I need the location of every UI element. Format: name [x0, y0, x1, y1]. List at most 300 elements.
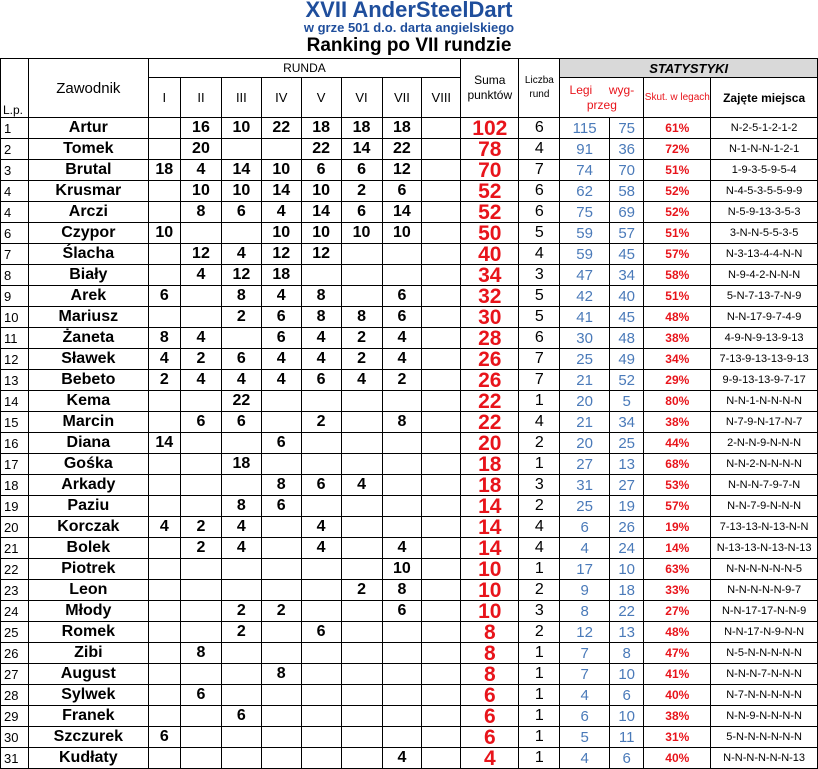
player-name: Gośka: [29, 454, 149, 475]
points-sum: 14: [461, 496, 519, 517]
rank-cell: 24: [1, 601, 29, 622]
round-score: [341, 748, 382, 769]
round-score: [301, 433, 341, 454]
round-score: 4: [301, 349, 341, 370]
legs-won: 31: [560, 475, 610, 496]
round-score: 6: [148, 727, 180, 748]
rounds-count: 5: [519, 307, 560, 328]
round-score: [341, 538, 382, 559]
header-round-7: VII: [382, 78, 422, 118]
round-score: 4: [180, 265, 221, 286]
round-score: [180, 307, 221, 328]
player-name: Arek: [29, 286, 149, 307]
round-score: 8: [221, 496, 261, 517]
round-score: 4: [180, 328, 221, 349]
header-legs: [560, 78, 644, 118]
round-score: [261, 685, 301, 706]
rounds-count: 7: [519, 349, 560, 370]
table-row: [1, 454, 818, 475]
points-sum: 10: [461, 601, 519, 622]
legs-lost: 40: [609, 286, 643, 307]
places-taken: N-N-1-N-N-N-N: [711, 391, 818, 412]
round-score: [422, 538, 461, 559]
header-round-6: VI: [341, 78, 382, 118]
table-row: [1, 538, 818, 559]
round-score: [382, 244, 422, 265]
player-name: Ślacha: [29, 244, 149, 265]
legs-lost: 10: [609, 664, 643, 685]
rounds-count: 4: [519, 244, 560, 265]
round-score: [382, 643, 422, 664]
round-score: 2: [382, 370, 422, 391]
rank-cell: 23: [1, 580, 29, 601]
leg-efficiency: 14%: [644, 538, 711, 559]
round-score: [261, 748, 301, 769]
legs-won: 74: [560, 160, 610, 181]
player-name: Młody: [29, 601, 149, 622]
player-name: Żaneta: [29, 328, 149, 349]
player-name: Franek: [29, 706, 149, 727]
round-score: 4: [301, 517, 341, 538]
header-round-3: III: [221, 78, 261, 118]
leg-efficiency: 57%: [644, 244, 711, 265]
rank-cell: 28: [1, 685, 29, 706]
rank-cell: 3: [1, 160, 29, 181]
points-sum: 4: [461, 748, 519, 769]
round-score: 18: [148, 160, 180, 181]
round-score: 6: [301, 475, 341, 496]
round-score: [148, 664, 180, 685]
round-score: [422, 286, 461, 307]
leg-efficiency: 51%: [644, 223, 711, 244]
round-score: 22: [261, 118, 301, 139]
table-row: [1, 475, 818, 496]
round-score: [301, 748, 341, 769]
legs-lost: 11: [609, 727, 643, 748]
legs-won: 8: [560, 601, 610, 622]
round-score: [341, 412, 382, 433]
points-sum: 6: [461, 706, 519, 727]
round-score: [180, 748, 221, 769]
round-score: [382, 727, 422, 748]
round-score: 14: [382, 202, 422, 223]
round-score: 6: [221, 706, 261, 727]
places-taken: 5-N-7-13-7-N-9: [711, 286, 818, 307]
round-score: 12: [180, 244, 221, 265]
round-score: [301, 454, 341, 475]
places-taken: 9-9-13-13-9-7-17: [711, 370, 818, 391]
table-row: [1, 517, 818, 538]
points-sum: 22: [461, 391, 519, 412]
round-score: [301, 727, 341, 748]
table-row: [1, 370, 818, 391]
round-score: 10: [148, 223, 180, 244]
round-score: 8: [301, 307, 341, 328]
round-score: 10: [261, 223, 301, 244]
table-row: [1, 349, 818, 370]
round-score: 4: [221, 370, 261, 391]
round-score: [341, 433, 382, 454]
round-score: [180, 475, 221, 496]
rounds-count: 6: [519, 181, 560, 202]
header-round-1: I: [148, 78, 180, 118]
rank-cell: 18: [1, 475, 29, 496]
round-score: [422, 391, 461, 412]
legs-lost: 49: [609, 349, 643, 370]
round-score: [422, 748, 461, 769]
round-score: [261, 643, 301, 664]
leg-efficiency: 51%: [644, 286, 711, 307]
rounds-count: 2: [519, 622, 560, 643]
round-score: 10: [301, 223, 341, 244]
round-score: [261, 622, 301, 643]
round-score: [148, 580, 180, 601]
round-score: 18: [341, 118, 382, 139]
rounds-count: 2: [519, 580, 560, 601]
header-round-2: II: [180, 78, 221, 118]
round-score: 4: [261, 286, 301, 307]
leg-efficiency: 40%: [644, 748, 711, 769]
rank-cell: 2: [1, 139, 29, 160]
legs-lost: 69: [609, 202, 643, 223]
round-score: [422, 412, 461, 433]
round-score: [261, 538, 301, 559]
points-sum: 18: [461, 454, 519, 475]
round-score: [148, 643, 180, 664]
round-score: [180, 454, 221, 475]
rank-cell: 31: [1, 748, 29, 769]
header-round-8: VIII: [422, 78, 461, 118]
round-score: [148, 559, 180, 580]
round-score: [341, 685, 382, 706]
rounds-count: 3: [519, 601, 560, 622]
player-name: Romek: [29, 622, 149, 643]
round-score: [148, 307, 180, 328]
legs-won: 115: [560, 118, 610, 139]
round-score: [221, 748, 261, 769]
rounds-count: 1: [519, 391, 560, 412]
points-sum: 10: [461, 580, 519, 601]
header-places: Zajęte miejsca: [711, 78, 818, 118]
leg-efficiency: 31%: [644, 727, 711, 748]
places-taken: N-N-9-N-N-N-N: [711, 706, 818, 727]
leg-efficiency: 40%: [644, 685, 711, 706]
rank-cell: 21: [1, 538, 29, 559]
round-score: 6: [382, 181, 422, 202]
points-sum: 10: [461, 559, 519, 580]
round-score: [180, 727, 221, 748]
round-score: [422, 496, 461, 517]
table-row: [1, 664, 818, 685]
legs-lost: 58: [609, 181, 643, 202]
round-score: 6: [301, 370, 341, 391]
round-score: [341, 622, 382, 643]
round-score: [180, 286, 221, 307]
round-score: [341, 706, 382, 727]
round-score: [180, 706, 221, 727]
round-score: 14: [221, 160, 261, 181]
round-score: [148, 475, 180, 496]
leg-efficiency: 80%: [644, 391, 711, 412]
places-taken: 4-9-N-9-13-9-13: [711, 328, 818, 349]
round-score: [221, 475, 261, 496]
round-score: [261, 580, 301, 601]
table-row: [1, 202, 818, 223]
player-name: Zibi: [29, 643, 149, 664]
round-score: [148, 685, 180, 706]
points-sum: 34: [461, 265, 519, 286]
legs-lost: 45: [609, 244, 643, 265]
round-score: 2: [341, 349, 382, 370]
round-score: 10: [180, 181, 221, 202]
rank-cell: 16: [1, 433, 29, 454]
rank-cell: 14: [1, 391, 29, 412]
places-taken: 7-13-9-13-13-9-13: [711, 349, 818, 370]
round-score: [382, 433, 422, 454]
round-score: [382, 664, 422, 685]
round-score: 4: [382, 748, 422, 769]
round-score: 6: [341, 160, 382, 181]
places-taken: N-5-N-N-N-N-N: [711, 643, 818, 664]
rank-cell: 1: [1, 118, 29, 139]
round-score: 4: [261, 349, 301, 370]
rank-cell: 6: [1, 223, 29, 244]
legs-won: 21: [560, 412, 610, 433]
table-row: [1, 643, 818, 664]
round-score: 4: [341, 475, 382, 496]
player-name: Diana: [29, 433, 149, 454]
leg-efficiency: 38%: [644, 328, 711, 349]
player-name: Szczurek: [29, 727, 149, 748]
table-row: [1, 685, 818, 706]
header-skut: Skut. w legach: [644, 78, 711, 118]
round-score: [301, 580, 341, 601]
table-row: [1, 727, 818, 748]
rounds-count: 5: [519, 223, 560, 244]
round-score: [261, 727, 301, 748]
round-score: [382, 517, 422, 538]
round-score: [148, 244, 180, 265]
round-score: 4: [382, 538, 422, 559]
round-score: [341, 454, 382, 475]
rounds-count: 1: [519, 685, 560, 706]
header-count: Liczba rund: [519, 59, 560, 118]
legs-won: 62: [560, 181, 610, 202]
legs-won: 6: [560, 517, 610, 538]
points-sum: 30: [461, 307, 519, 328]
leg-efficiency: 48%: [644, 622, 711, 643]
rank-cell: 13: [1, 370, 29, 391]
round-score: 18: [382, 118, 422, 139]
round-score: 2: [148, 370, 180, 391]
table-row: [1, 559, 818, 580]
rank-cell: 22: [1, 559, 29, 580]
legs-won: 21: [560, 370, 610, 391]
round-score: [221, 328, 261, 349]
round-score: [221, 580, 261, 601]
round-score: [261, 412, 301, 433]
round-score: [422, 727, 461, 748]
round-score: [180, 622, 221, 643]
legs-lost: 6: [609, 748, 643, 769]
round-score: [422, 307, 461, 328]
leg-efficiency: 58%: [644, 265, 711, 286]
legs-won: 30: [560, 328, 610, 349]
round-score: [382, 475, 422, 496]
round-score: 12: [221, 265, 261, 286]
round-score: [422, 223, 461, 244]
places-taken: N-1-N-N-1-2-1: [711, 139, 818, 160]
legs-won: 41: [560, 307, 610, 328]
round-score: [341, 391, 382, 412]
rank-cell: 4: [1, 202, 29, 223]
header-round-5: V: [301, 78, 341, 118]
round-score: 12: [261, 244, 301, 265]
round-score: 14: [301, 202, 341, 223]
table-row: [1, 181, 818, 202]
places-taken: N-7-N-N-N-N-N: [711, 685, 818, 706]
round-score: [341, 265, 382, 286]
points-sum: 52: [461, 202, 519, 223]
leg-efficiency: 27%: [644, 601, 711, 622]
round-score: 8: [221, 286, 261, 307]
points-sum: 32: [461, 286, 519, 307]
round-score: [148, 412, 180, 433]
round-score: [422, 118, 461, 139]
table-row: [1, 391, 818, 412]
rank-cell: 15: [1, 412, 29, 433]
round-score: [422, 622, 461, 643]
leg-efficiency: 52%: [644, 181, 711, 202]
round-score: [341, 517, 382, 538]
round-score: 4: [261, 370, 301, 391]
round-score: [341, 286, 382, 307]
player-name: Sylwek: [29, 685, 149, 706]
round-score: [261, 559, 301, 580]
page-subtitle: w grze 501 d.o. darta angielskiego: [303, 20, 515, 35]
round-score: [382, 622, 422, 643]
header-won-lost: wyg-przeg: [586, 82, 635, 112]
legs-lost: 6: [609, 685, 643, 706]
round-score: 10: [301, 181, 341, 202]
rounds-count: 1: [519, 748, 560, 769]
legs-lost: 45: [609, 307, 643, 328]
round-score: 4: [180, 370, 221, 391]
header-round-4: IV: [261, 78, 301, 118]
round-score: [180, 601, 221, 622]
round-score: [261, 391, 301, 412]
legs-won: 9: [560, 580, 610, 601]
rounds-count: 1: [519, 664, 560, 685]
round-score: [261, 139, 301, 160]
legs-won: 59: [560, 244, 610, 265]
player-name: Piotrek: [29, 559, 149, 580]
rank-cell: 8: [1, 265, 29, 286]
round-score: 6: [261, 433, 301, 454]
header-sum: Suma punktów: [461, 59, 519, 118]
round-score: [148, 706, 180, 727]
leg-efficiency: 38%: [644, 412, 711, 433]
round-score: [422, 454, 461, 475]
rounds-count: 3: [519, 475, 560, 496]
player-name: Korczak: [29, 517, 149, 538]
round-score: [422, 475, 461, 496]
table-row: [1, 118, 818, 139]
points-sum: 8: [461, 622, 519, 643]
table-row: [1, 307, 818, 328]
round-score: 4: [148, 349, 180, 370]
round-score: 8: [148, 328, 180, 349]
round-score: [301, 706, 341, 727]
round-score: [422, 328, 461, 349]
round-score: 6: [261, 496, 301, 517]
round-score: [422, 160, 461, 181]
round-score: [422, 580, 461, 601]
rounds-count: 2: [519, 433, 560, 454]
round-score: 16: [180, 118, 221, 139]
rounds-count: 1: [519, 727, 560, 748]
round-score: 2: [261, 601, 301, 622]
legs-lost: 52: [609, 370, 643, 391]
round-score: 6: [301, 622, 341, 643]
round-score: [422, 706, 461, 727]
round-score: 4: [180, 160, 221, 181]
header-lp: L.p.: [1, 59, 29, 118]
round-score: 4: [221, 244, 261, 265]
rounds-count: 6: [519, 118, 560, 139]
leg-efficiency: 48%: [644, 307, 711, 328]
round-score: 4: [148, 517, 180, 538]
legs-won: 75: [560, 202, 610, 223]
round-score: 6: [221, 412, 261, 433]
places-taken: 1-9-3-5-9-5-4: [711, 160, 818, 181]
player-name: Mariusz: [29, 307, 149, 328]
round-score: [180, 433, 221, 454]
rank-cell: 27: [1, 664, 29, 685]
places-taken: N-N-N-N-N-N-5: [711, 559, 818, 580]
round-score: [341, 727, 382, 748]
round-score: [341, 664, 382, 685]
rounds-count: 5: [519, 286, 560, 307]
round-score: [382, 265, 422, 286]
table-row: [1, 160, 818, 181]
leg-efficiency: 57%: [644, 496, 711, 517]
round-score: [301, 643, 341, 664]
ranking-heading: Ranking po VII rundzie: [306, 35, 512, 56]
places-taken: 5-N-N-N-N-N-N: [711, 727, 818, 748]
player-name: Artur: [29, 118, 149, 139]
legs-lost: 75: [609, 118, 643, 139]
round-score: 8: [261, 664, 301, 685]
points-sum: 22: [461, 412, 519, 433]
points-sum: 8: [461, 664, 519, 685]
legs-won: 6: [560, 706, 610, 727]
points-sum: 70: [461, 160, 519, 181]
round-score: [221, 559, 261, 580]
player-name: Kudłaty: [29, 748, 149, 769]
round-score: [261, 706, 301, 727]
leg-efficiency: 41%: [644, 664, 711, 685]
round-score: [148, 601, 180, 622]
legs-lost: 34: [609, 412, 643, 433]
legs-won: 5: [560, 727, 610, 748]
player-name: August: [29, 664, 149, 685]
leg-efficiency: 19%: [644, 517, 711, 538]
round-score: [180, 496, 221, 517]
legs-won: 20: [560, 391, 610, 412]
points-sum: 8: [461, 643, 519, 664]
rounds-count: 1: [519, 706, 560, 727]
